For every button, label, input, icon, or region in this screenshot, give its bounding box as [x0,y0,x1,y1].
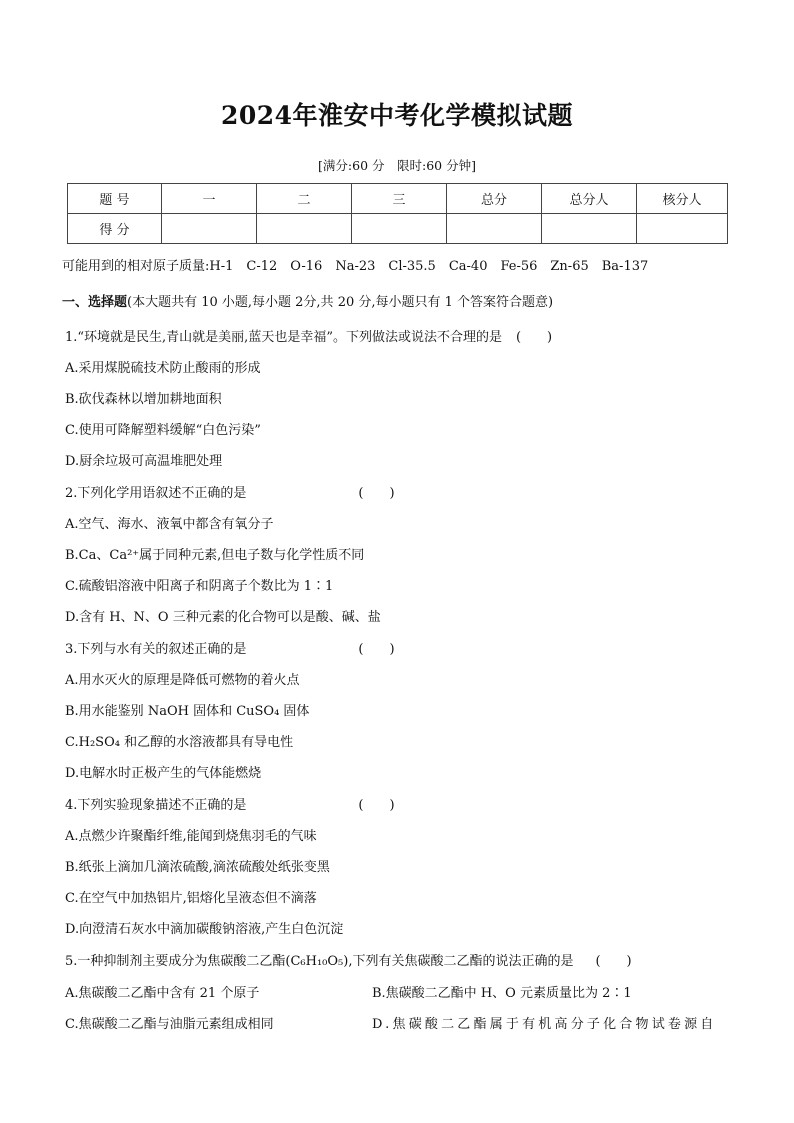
score-cell[interactable] [257,214,352,244]
question-stem [65,950,632,969]
option-c: C.H₂SO₄ 和乙醇的水溶液都具有导电性 [65,735,294,750]
page-title: 2024年淮安中考化学模拟试题 [220,101,574,130]
score-table-header-cell: 总分 [447,184,542,214]
option-c: C.硫酸铝溶液中阳离子和阴离子个数比为 1∶1 [65,579,334,594]
score-table-score-row [68,214,728,244]
option-b: B.纸张上滴加几滴浓硫酸,滴浓硫酸处纸张变黑 [65,860,330,875]
score-table-header-cell: 总分人 [542,184,637,214]
score-cell[interactable] [162,214,257,244]
score-table-header-cell: 核分人 [637,184,728,214]
option-c: C.焦碳酸二乙酯与油脂元素组成相同 [65,1017,274,1032]
section-heading [62,291,553,310]
question-stem [65,638,395,657]
option-d: D.厨余垃圾可高温堆肥处理 [65,454,223,469]
option-d: D.含有 H、N、O 三种元素的化合物可以是酸、碱、盐 [65,610,381,625]
question-stem [65,482,395,501]
option-d: D.电解水时正极产生的气体能燃烧 [65,766,262,781]
section-note: (本大题共有 10 小题,每小题 2分,共 20 分,每小题只有 1 个答案符合题意) [127,295,554,310]
option-a: A.采用煤脱硫技术防止酸雨的形成 [65,361,261,376]
option-a: A.焦碳酸二乙酯中含有 21 个原子 [65,986,260,1001]
section-title: 一、选择题 [62,295,128,310]
score-table-row-label: 得 分 [68,214,162,244]
option-d: D.向澄清石灰水中滴加碳酸钠溶液,产生白色沉淀 [65,922,344,937]
score-cell[interactable] [447,214,542,244]
question-stem-text: 4.下列实验现象描述不正确的是 [65,798,247,813]
option-a: A.点燃少许聚酯纤维,能闻到烧焦羽毛的气味 [65,829,317,844]
answer-bracket: ( ) [358,642,395,657]
score-table [67,183,728,244]
question-stem-text: 1.“环境就是民生,青山就是美丽,蓝天也是幸福”。下列做法或说法不合理的是 [65,330,502,345]
option-d: D.焦碳酸二乙酯属于有机高分子化合物试卷源自 [372,1017,717,1032]
score-cell[interactable] [352,214,447,244]
answer-bracket: ( ) [358,486,395,501]
score-table-header-cell: 题 号 [68,184,162,214]
question-stem [65,794,395,813]
score-table-header-cell: 一 [162,184,257,214]
option-a: A.用水灭火的原理是降低可燃物的着火点 [65,673,300,688]
score-table-header-row [68,184,728,214]
option-b: B.Ca、Ca²⁺属于同种元素,但电子数与化学性质不同 [65,548,365,563]
atomic-masses-note: 可能用到的相对原子质量:H-1 C-12 O-16 Na-23 Cl-35.5 Ca-40 Fe-56 Zn-65 Ba-137 [62,259,649,274]
question-stem-text: 5.一种抑制剂主要成分为焦碳酸二乙酯(C₆H₁₀O₅),下列有关焦碳酸二乙酯的说法正确的是 [65,954,574,969]
score-cell[interactable] [637,214,728,244]
option-b: B.焦碳酸二乙酯中 H、O 元素质量比为 2∶1 [372,986,632,1001]
score-table-header-cell: 三 [352,184,447,214]
answer-bracket: ( ) [595,954,632,969]
option-b: B.砍伐森林以增加耕地面积 [65,392,222,407]
option-b: B.用水能鉴别 NaOH 固体和 CuSO₄ 固体 [65,704,310,719]
score-table-header-cell: 二 [257,184,352,214]
exam-time-info: [满分:60 分 限时:60 分钟] [318,158,476,173]
question-stem-text: 3.下列与水有关的叙述正确的是 [65,642,247,657]
score-cell[interactable] [542,214,637,244]
answer-bracket: ( ) [515,330,553,345]
answer-bracket: ( ) [358,798,395,813]
option-a: A.空气、海水、液氧中都含有氧分子 [65,517,274,532]
option-c: C.在空气中加热铝片,铝熔化呈液态但不滴落 [65,891,317,906]
question-stem-text: 2.下列化学用语叙述不正确的是 [65,486,247,501]
option-c: C.使用可降解塑料缓解“白色污染” [65,423,261,438]
question-stem [65,326,552,345]
